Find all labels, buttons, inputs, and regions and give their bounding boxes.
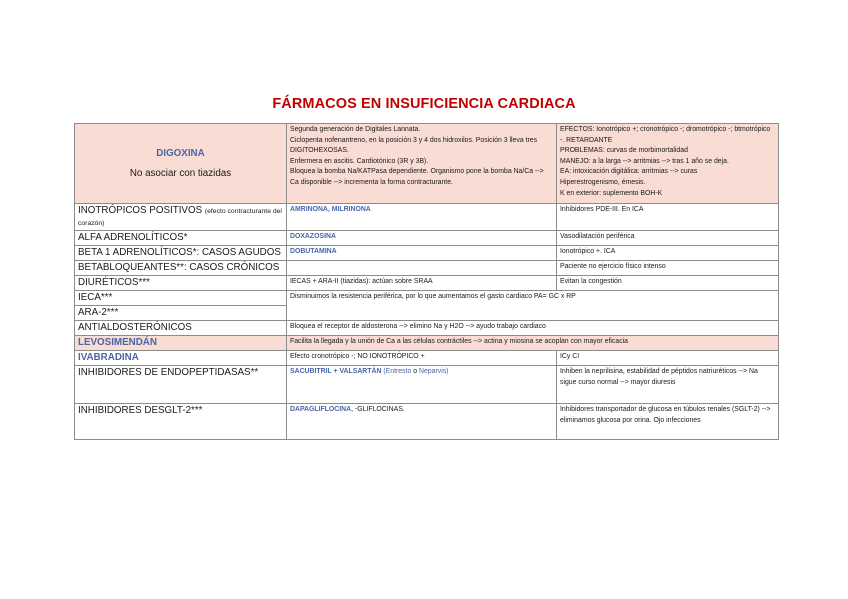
drug-mechanism: Vasodilatación periférica <box>557 231 779 246</box>
drug-mechanism: Inhibidores PDE-III. En ICA <box>557 204 779 231</box>
table-row <box>75 321 779 336</box>
digoxina-cell <box>75 124 287 204</box>
table-row <box>75 336 779 351</box>
effect-line: PROBLEMAS: curvas de morbimortalidad <box>560 147 688 155</box>
description-line: Ciclopenta nofenantreno, en la posición 3 y 4 dos hidroxilos. Posición 3 lleva tres DIGITOHEXOSAS. <box>290 136 538 155</box>
table-row-digoxina <box>75 124 779 204</box>
drug-examples: DOBUTAMINA <box>287 246 557 261</box>
page-title: FÁRMACOS EN INSUFICIENCIA CARDIACA <box>272 96 576 112</box>
table-row <box>75 291 779 306</box>
drug-mechanism: Paciente no ejercicio físico intenso <box>557 261 779 276</box>
description-line: Segunda generación de Digitales Lannata. <box>290 126 421 133</box>
drug-name: BETA 1 ADRENOLÍTICOS*: CASOS AGUDOS <box>75 246 287 261</box>
effect-line: MANEJO: a la larga --> arritmias --> tras 1 año se deja. <box>560 157 729 165</box>
digoxina-effects <box>557 124 779 204</box>
drug-mechanism: Ionotrópico +. ICA <box>557 246 779 261</box>
drug-examples: AMRINONA, MILRINONA <box>287 204 557 231</box>
description-line: Bloquea la bomba Na/KATPasa dependiente. Organismo pone la bomba Na/Ca --> Ca disponible --> incrementa la forma contracturante. <box>290 168 544 186</box>
digoxina-description <box>287 124 557 204</box>
table-row <box>75 231 779 246</box>
drug-mechanism-merged: Bloquea el receptor de aldosterona --> elimino Na y H2O --> ayudo trabajo cardiaco <box>287 321 779 336</box>
table-row <box>75 404 779 440</box>
drug-examples: IECAS + ARA-II (tiazidas): actúan sobre SRAA <box>287 276 557 291</box>
table-row <box>75 246 779 261</box>
drug-name: ARA-2*** <box>75 306 287 321</box>
drug-name: IVABRADINA <box>75 351 287 366</box>
drug-name: BETABLOQUEANTES**: CASOS CRÓNICOS <box>75 261 287 276</box>
drug-examples: DOXAZOSINA <box>287 231 557 246</box>
table-row <box>75 351 779 366</box>
drug-examples: DAPAGLIFLOCINA, -GLIFLOCINAS. <box>287 404 557 440</box>
effect-line: Hiperestrogenismo, émesis. <box>560 178 646 186</box>
drug-mechanism: ICy CI <box>557 351 779 366</box>
drug-name: INOTRÓPICOS POSITIVOS (efecto contracturante del corazón) <box>75 204 287 231</box>
drug-name: ALFA ADRENOLÍTICOS* <box>75 231 287 246</box>
table-row <box>75 204 779 231</box>
effect-line: K en exterior: suplemento BOH-K <box>560 189 663 197</box>
drug-mechanism: Inhiben la neprilisina, estabilidad de péptidos natriuréticos --> Na sigue curso normal --> mayor diuresis <box>557 366 779 404</box>
drug-name: LEVOSIMENDÁN <box>75 336 287 351</box>
table-row <box>75 261 779 276</box>
drug-name: INHIBIDORES DESGLT-2*** <box>75 404 287 440</box>
drug-mechanism-merged: Facilita la llegada y la unión de Ca a las células contráctiles --> actina y miosina se acoplan con mayor eficacia <box>287 336 779 351</box>
drug-name: IECA*** <box>75 291 287 306</box>
drug-name: ANTIALDOSTERÓNICOS <box>75 321 287 336</box>
drug-mechanism: Inhibidores transportador de glucosa en túbulos renales (SGLT-2) --> eliminamos glucosa por orina. Ojo infecciones <box>557 404 779 440</box>
drug-name: INHIBIDORES DE ENDOPEPTIDASAS** <box>75 366 287 404</box>
drug-mechanism: Evitan la congestión <box>557 276 779 291</box>
drug-mechanism-merged: Disminuimos la resistencia periférica, por lo que aumentamos el gasto cardiaco PA= GC x RP <box>287 291 779 321</box>
table-row <box>75 366 779 404</box>
drug-examples: Efecto cronotrópico -; NO IONOTRÓPICO + <box>287 351 557 366</box>
drug-examples: SACUBITRIL + VALSARTÁN (Entresto o Neparvis) <box>287 366 557 404</box>
drug-name: DIURÉTICOS*** <box>75 276 287 291</box>
table-row <box>75 276 779 291</box>
effect-line: EA: intoxicación digitálica: arritmias --> curas <box>560 168 698 176</box>
drug-table <box>74 123 779 440</box>
digoxina-name: DIGOXINA <box>156 148 205 159</box>
description-line: Enfermera en ascitis. Cardiotónico (3R y 3B). <box>290 157 429 165</box>
drug-examples <box>287 261 557 276</box>
effect-line: EFECTOS: Ionotrópico +; cronotrópico -; dromotrópico -; btmotrópico -. RETARDANTE <box>560 126 771 144</box>
digoxina-note: No asociar con tiazidas <box>129 168 232 179</box>
